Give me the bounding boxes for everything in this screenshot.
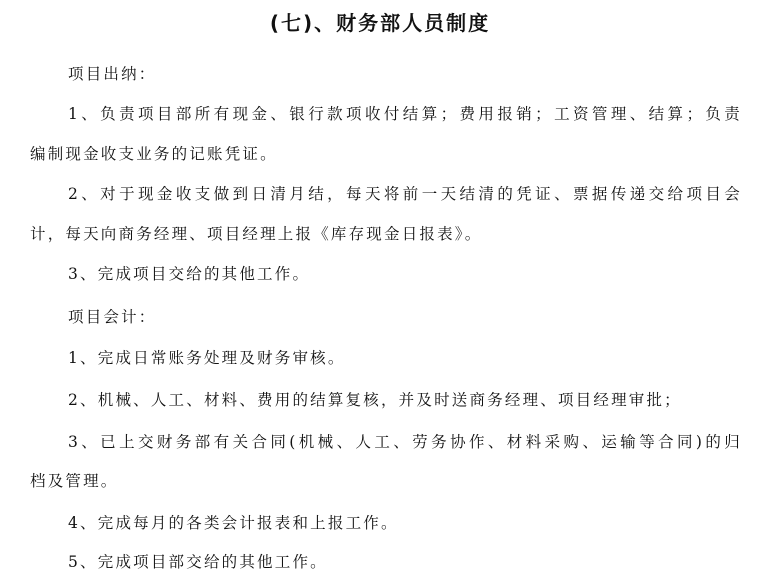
section-heading-cashier: 项目出纳： [68, 65, 157, 83]
accountant-item-4: 4、完成每月的各类会计报表和上报工作。 [68, 514, 399, 532]
accountant-item-2: 2、机械、人工、材料、费用的结算复核，并及时送商务经理、项目经理审批； [68, 391, 682, 409]
accountant-item-3-line-2: 档及管理。 [30, 472, 119, 490]
accountant-item-1: 1、完成日常账务处理及财务审核。 [68, 349, 346, 367]
cashier-item-1-line-2: 编制现金收支业务的记账凭证。 [30, 145, 278, 163]
section-heading-accountant: 项目会计： [68, 308, 157, 326]
cashier-item-3: 3、完成项目交给的其他工作。 [68, 265, 311, 283]
accountant-item-5: 5、完成项目部交给的其他工作。 [68, 553, 328, 571]
cashier-item-1-line-1: 1、负责项目部所有现金、银行款项收付结算；费用报销；工资管理、结算；负责 [68, 105, 742, 123]
accountant-item-3-line-1: 3、已上交财务部有关合同(机械、人工、劳务协作、材料采购、运输等合同)的归 [68, 433, 742, 451]
document-title: (七)、财务部人员制度 [269, 11, 491, 35]
cashier-item-2-line-2: 计，每天向商务经理、项目经理上报《库存现金日报表》。 [30, 225, 483, 243]
cashier-item-2-line-1: 2、对于现金收支做到日清月结，每天将前一天结清的凭证、票据传递交给项目会 [68, 185, 742, 203]
